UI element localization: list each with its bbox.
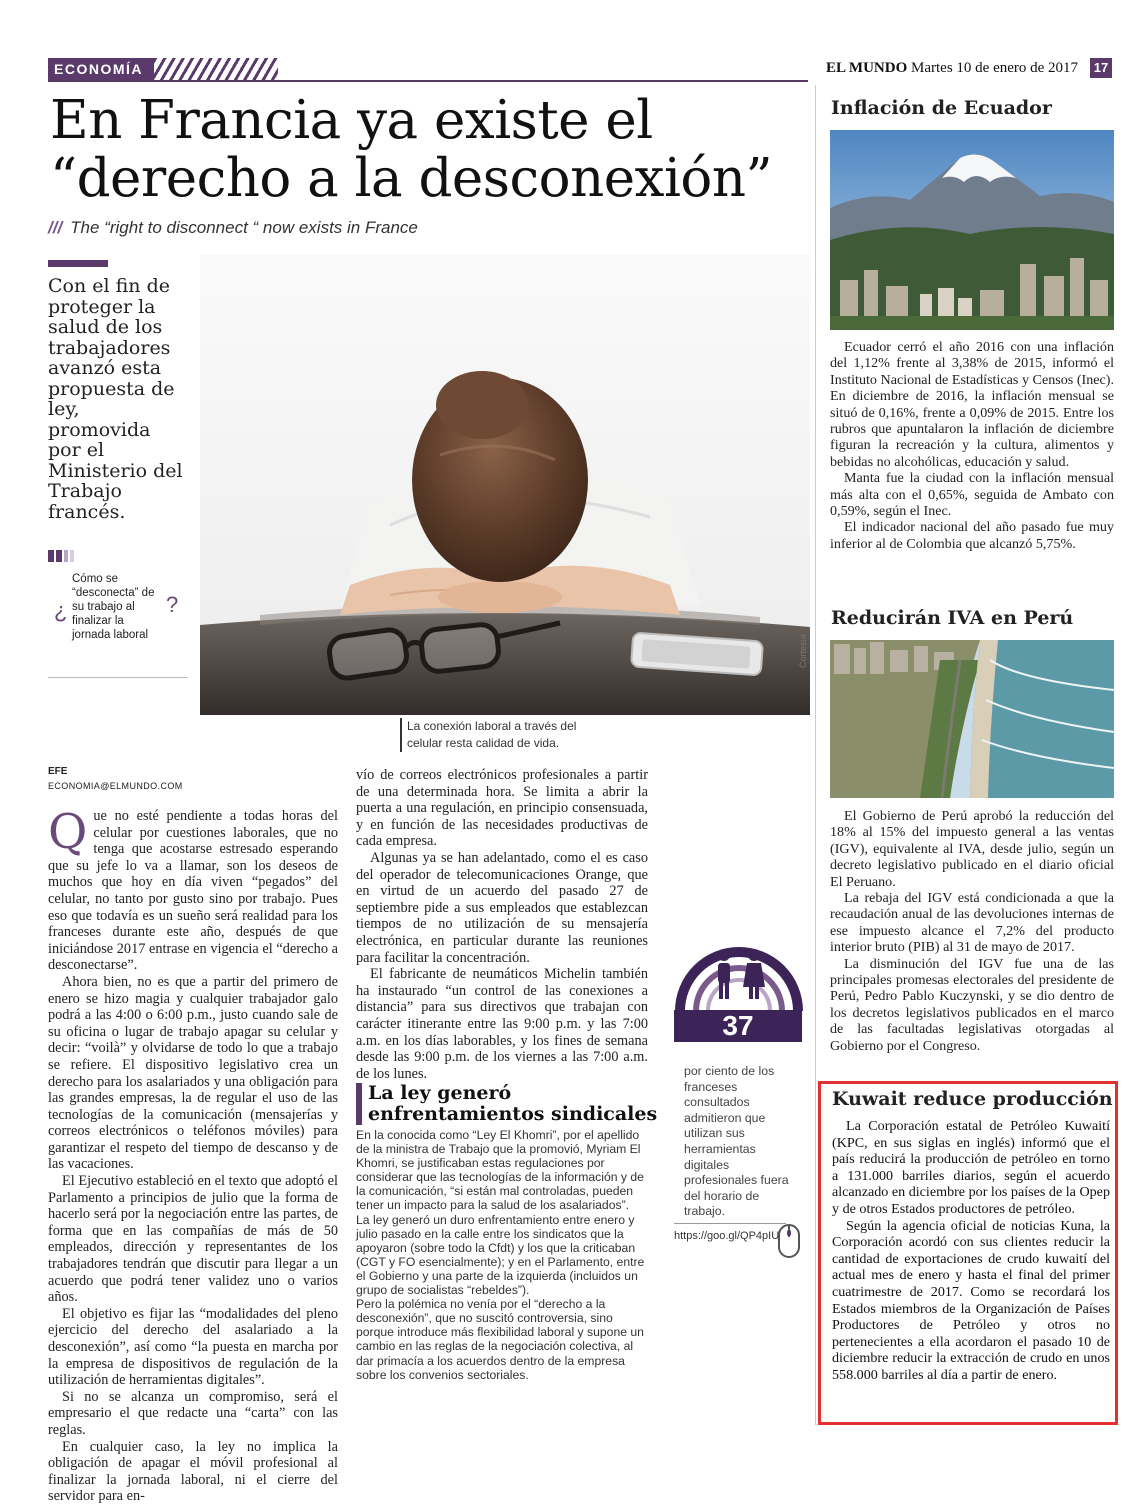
peru-photo xyxy=(830,640,1114,798)
question-text: Cómo se “desconecta” de su trabajo al finalizar la jornada laboral xyxy=(72,573,155,641)
col2b-paragraph-2: La ley generó un duro enfrentamiento entre enero y julio pasado en la calle entre los sindicatos que la apoyaron (sobre todo la Cfdt) y los que la criticaban (CGT y FO esencialmente); y en el Parlamento, entre el Gobierno y una parte de la izquierda (incluidos un grupo de socialistas “rebeldes”). xyxy=(356,1212,645,1298)
sidebar-2-paragraph-3: La disminución del IGV fue una de las principales promesas electorales del presidente de Perú, Pedro Pablo Kuczynski, y se dio dentro de los decretos legislativos publicados en el marco de las facultadas legislativas otorgadas al Gobierno por el Congreso. xyxy=(830,955,1114,1054)
sidebar-2-title: Reducirán IVA en Perú xyxy=(831,607,1074,629)
section-label: ECONOMÍA xyxy=(48,58,154,80)
sidebar-1-paragraph-3: El indicador nacional del año pasado fue muy inferior al de Colombia que alcanzó 5,75%. xyxy=(830,519,1114,552)
col2b-paragraph-3: Pero la polémica no venía por el “derecho a la desconexión”, que no suscitó controversia, sino porque introduce más flexibilidad laboral y supone un cambio en las reglas de la negociación colectiva, al dar primacía a los acuerdos dentro de la empresa sobre los convenios sectoriales. xyxy=(356,1297,644,1382)
col1-paragraph-2: Ahora bien, no es que a partir del primero de enero se hizo magia y cualquier trabajador galo podrá a las 4:00 o 6:00 p.m., justo cuando sale de su oficina o lugar de trabajo apagar su celular y decir: “voilà” y olvidarse de todo lo que a trabajo se refiere. El dispositivo legislativo crea un derecho para los asalariados y una obligación para las grandes empresas, la de regular el uso de las tecnologías de la comunicación (mensajerías y correos electrónicos o teléfonos móviles) para garantizar el respeto del tiempo de descanso y de las vacaciones. xyxy=(48,973,338,1173)
sidebar-1-body xyxy=(830,339,1114,552)
sidebar-1-paragraph-1: Ecuador cerró el año 2016 con una inflación del 1,12% frente al 3,38% de 2015, informó el Instituto Nacional de Estadísticas y Censos (Inec). En diciembre de 2016, la inflación mensual se situó de 0,16%, frente a 0,09% de 2015. Entre los rubros que apuntalaron la inflación de diciembre figuran la recreación y la cultura, alimentos y bebidas no alcohólicas, educación y salud. xyxy=(830,339,1114,470)
subsection-accent xyxy=(356,1083,362,1125)
lead-accent-bar xyxy=(48,260,108,267)
col2-paragraph-2: Algunas ya se han adelantado, como el es caso del operador de telecomunicaciones Orange, que en virtud de un acuerdo del pasado 27 de septiembre pide a sus empleados que establezcan tiempos de no utilización de su mensajería electrónica, en particular durante las reuniones para facilitar la concentración. xyxy=(356,849,648,966)
article-column-2 xyxy=(356,767,648,1082)
sidebar-3-paragraph-1: La Corporación estatal de Petróleo Kuwaití (KPC, en sus siglas en inglés) informó que el país reducirá la producción de petróleo en torno a 131.000 barriles diarios, según el acuerdo alcanzado en diciembre por los países de la Opep y de otros Estados productores de petróleo. xyxy=(832,1118,1110,1217)
sidebar-1-title: Inflación de Ecuador xyxy=(831,97,1052,119)
ecuador-photo xyxy=(830,130,1114,330)
issue-date: Martes 10 de enero de 2017 xyxy=(911,60,1079,76)
sidebar-1-paragraph-2: Manta fue la ciudad con la inflación mensual más alta con el 0,65%, seguida de Ambato con 0,59%, según el Inec. xyxy=(830,470,1114,520)
sidebar-3-paragraph-2: Según la agencia oficial de noticias Kuna, la Corporación acordó con sus clientes reducir la cantidad de exportaciones de crudo kuwaití del actual mes de enero y hasta el final del primer cuatrimestre de 2017. Como se recordará los Estados miembros de la Organización de Países Productores de Petróleo y otros no pertenecientes a ella acordaron el pasado 10 de diciembre reducir la extracción de crudo en unos 558.000 barriles al día a partir de enero. xyxy=(832,1217,1110,1383)
headline-line-2: “derecho a la desconexión” xyxy=(50,148,773,209)
question-open-mark: ¿ xyxy=(54,598,68,623)
article-column-1 xyxy=(48,804,338,1505)
main-photo xyxy=(200,255,810,715)
article-link[interactable]: https://goo.gl/QP4pIU xyxy=(674,1223,786,1242)
headline-line-1: En Francia ya existe el xyxy=(50,90,653,151)
col1-paragraph-3: El Ejecutivo estableció en el texto que adoptó el Parlamento a principios de julio que la forma de hacerlo será por la negociación entre las partes, de forma que en las compañías de más de 50 empleados, dirección y representantes de los trabajadores tendrán que discutir para llegar a un acuerdo que podrá tener validez uno o varios años. xyxy=(48,1173,338,1306)
page-number: 17 xyxy=(1090,58,1112,78)
sidebar-3-title: Kuwait reduce producción xyxy=(832,1088,1113,1110)
byline: EFE xyxy=(48,766,68,777)
paper-name: EL MUNDO xyxy=(826,60,908,76)
masthead-line xyxy=(826,60,1078,77)
sidebar-2-paragraph-2: La rebaja del IGV está condicionada a que la recaudación anual de las devoluciones internas de ese impuesto alcance el 7,2% del producto interior bruto (PIB) al 31 de mayo de 2017. xyxy=(830,890,1114,956)
subsection-title: La ley generó enfrentamientos sindicales xyxy=(368,1082,658,1125)
lead-paragraph: Con el fin de proteger la salud de los trabajadores avanzó esta propuesta de ley, promovida por el Ministerio del Trabajo francés. xyxy=(48,275,183,523)
section-rule xyxy=(48,80,808,82)
col1-paragraph-4: El objetivo es fijar las “modalidades del pleno ejercicio del derecho del asalariado a la desconexión”, así como “la puesta en marcha por la empresa de dispositivos de regulación de la utilización de herramientas digitales”. xyxy=(48,1305,338,1389)
col2-paragraph-1: vío de correos electrónicos profesionales a partir de una determinada hora. Se limita a abrir la puerta a una regulación, en principio consensuada, y en función de las necesidades productivas de cada empresa. xyxy=(356,767,648,850)
sidebar-2-body xyxy=(830,808,1114,1054)
col2b-paragraph-1: En la conocida como “Ley El Khomri”, por el apellido de la ministra de Trabajo que la promovió, Myriam El Khomri, se justificaban estas regulaciones por considerar que las tecnologías de la información y de la comunicación, “si están mal controladas, pueden tener un impacto para la salud de los asalariados”. xyxy=(356,1128,644,1213)
subsection-body xyxy=(356,1128,648,1382)
question-close-mark: ? xyxy=(166,592,179,617)
photo-credit: Cortesía xyxy=(798,633,808,668)
subheadline xyxy=(48,218,418,238)
byline-email: ECONOMIA@ELMUNDO.COM xyxy=(48,781,183,791)
stat-description: por ciento de los franceses consultados admitieron que utilizan sus herramientas digitales profesionales fuera del horario de trabajo. xyxy=(684,1064,789,1219)
col1-paragraph-6: En cualquier caso, la ley no implica la obligación de apagar el móvil profesional al finalizar la jornada laboral, ni el cierre del servidor para en- xyxy=(48,1438,338,1505)
col1-paragraph-5: Si no se alcanza un compromiso, será el empresario el que redacte una “carta” con las reglas. xyxy=(48,1388,338,1438)
sidebar-3-body xyxy=(832,1118,1110,1384)
photo-caption: La conexión laboral a través del celular resta calidad de vida. xyxy=(407,719,577,750)
drop-cap: Q xyxy=(48,804,88,860)
headline xyxy=(50,92,820,208)
column-divider xyxy=(815,85,816,1425)
caption-rule xyxy=(400,718,402,752)
col1-paragraph-1: ue no esté pendiente a todas horas del celular por cuestiones laborales, que no tenga que acostarse estresado esperando que su jefe lo va a llamar, son los deseos de muchos que hoy en día viven “pegados” del celular, no tanto por gusto sino por trabajo. Pues eso que todavía es un sueño será realidad para los franceses durante este año, después de que iniciándose 2017 entrase en vigencia el “derecho a desconectarse”. xyxy=(48,808,338,974)
mouse-icon xyxy=(776,1223,802,1261)
subhead-text: The “right to disconnect “ now exists in France xyxy=(70,218,418,237)
stat-value: 37 xyxy=(674,1010,802,1042)
col2-paragraph-3: El fabricante de neumáticos Michelin también ha instaurado “un control de las conexiones a distancia” para sus directivos que trabajan con carácter itinerante entre las 9:00 p.m. y las 7:00 a.m. en los días laborables, y los fines de semana desde las 9:00 p.m. de los viernes a las 7:00 a.m. de los lunes. xyxy=(356,966,648,1082)
section-stripes xyxy=(154,58,278,80)
subhead-slashes: /// xyxy=(48,218,63,237)
sidebar-2-paragraph-1: El Gobierno de Perú aprobó la reducción del 18% al 15% del impuesto general a las ventas (IGV), equivalente al IVA, desde julio, según un decreto legislativo publicado en el diario oficial El Peruano. xyxy=(830,808,1114,890)
